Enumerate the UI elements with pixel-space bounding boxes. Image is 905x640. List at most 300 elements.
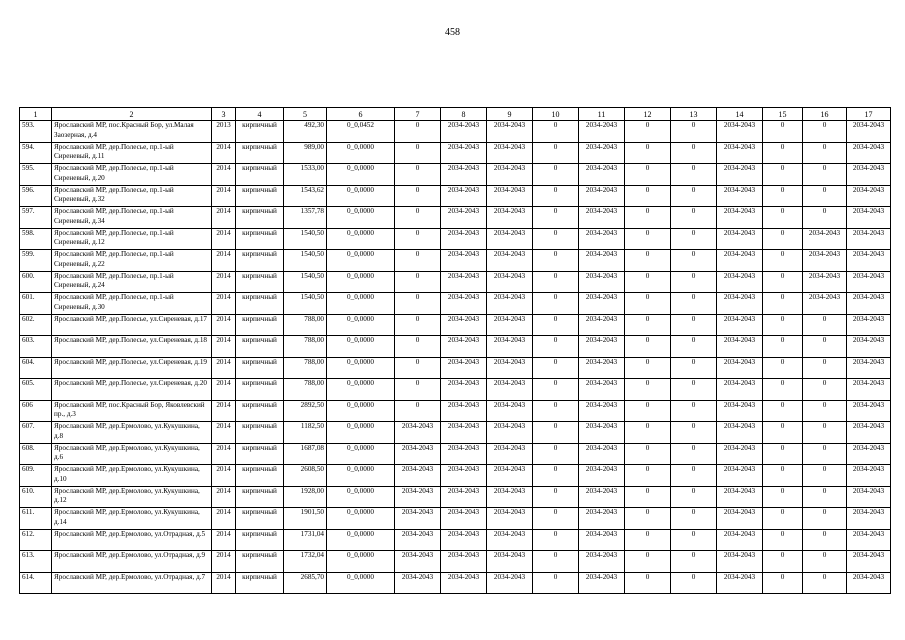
col-7-cell: 0 — [395, 271, 441, 293]
wear-index-cell: 0_0,0000 — [327, 486, 395, 508]
area-cell: 1540,50 — [284, 271, 327, 293]
row-number-cell: 596. — [20, 185, 52, 207]
col-9-cell: 2034-2043 — [487, 508, 533, 530]
col-13-cell: 0 — [671, 293, 717, 315]
col-11-cell: 2034-2043 — [579, 529, 625, 551]
table-row — [20, 121, 891, 143]
address-cell: Ярославский МР, дер.Ермолово, ул.Кукушкина, д.14 — [52, 508, 212, 530]
col-10-cell: 0 — [533, 185, 579, 207]
col-13-cell: 0 — [671, 164, 717, 186]
table-row — [20, 572, 891, 594]
col-15-cell: 0 — [763, 121, 803, 143]
wall-material-cell: кирпичный — [236, 551, 284, 573]
col-10-cell: 0 — [533, 142, 579, 164]
wall-material-cell: кирпичный — [236, 422, 284, 444]
col-8-cell: 2034-2043 — [441, 443, 487, 465]
col-9-cell: 2034-2043 — [487, 400, 533, 422]
col-9-cell: 2034-2043 — [487, 443, 533, 465]
col-16-cell: 0 — [803, 207, 847, 229]
area-cell: 1533,00 — [284, 164, 327, 186]
col-15-cell: 0 — [763, 228, 803, 250]
col-11-cell: 2034-2043 — [579, 551, 625, 573]
year-cell: 2014 — [212, 551, 236, 573]
wall-material-cell: кирпичный — [236, 121, 284, 143]
wall-material-cell: кирпичный — [236, 228, 284, 250]
address-cell: Ярославский МР, дер.Ермолово, ул.Кукушкина, д.10 — [52, 465, 212, 487]
col-13-cell: 0 — [671, 121, 717, 143]
col-9-cell: 2034-2043 — [487, 572, 533, 594]
col-12-cell: 0 — [625, 400, 671, 422]
col-12-cell: 0 — [625, 271, 671, 293]
column-header-11: 11 — [579, 108, 625, 121]
address-cell: Ярославский МР, пос.Красный Бор, Яковлевский пр., д.3 — [52, 400, 212, 422]
area-cell: 2685,70 — [284, 572, 327, 594]
year-cell: 2014 — [212, 185, 236, 207]
column-header-16: 16 — [803, 108, 847, 121]
area-cell: 2608,50 — [284, 465, 327, 487]
wall-material-cell: кирпичный — [236, 379, 284, 401]
col-12-cell: 0 — [625, 422, 671, 444]
col-13-cell: 0 — [671, 185, 717, 207]
area-cell: 1732,04 — [284, 551, 327, 573]
row-number-cell: 609. — [20, 465, 52, 487]
col-14-cell: 2034-2043 — [717, 228, 763, 250]
wear-index-cell: 0_0,0000 — [327, 228, 395, 250]
row-number-cell: 602. — [20, 314, 52, 336]
col-13-cell: 0 — [671, 336, 717, 358]
col-7-cell: 0 — [395, 121, 441, 143]
col-11-cell: 2034-2043 — [579, 142, 625, 164]
col-14-cell: 2034-2043 — [717, 314, 763, 336]
col-10-cell: 0 — [533, 164, 579, 186]
col-12-cell: 0 — [625, 379, 671, 401]
col-7-cell: 0 — [395, 185, 441, 207]
table-row — [20, 228, 891, 250]
col-8-cell: 2034-2043 — [441, 529, 487, 551]
wall-material-cell: кирпичный — [236, 486, 284, 508]
col-7-cell: 0 — [395, 250, 441, 272]
col-15-cell: 0 — [763, 551, 803, 573]
area-cell: 2892,50 — [284, 400, 327, 422]
area-cell: 1543,62 — [284, 185, 327, 207]
row-number-cell: 608. — [20, 443, 52, 465]
col-11-cell: 2034-2043 — [579, 164, 625, 186]
table-row — [20, 465, 891, 487]
col-13-cell: 0 — [671, 486, 717, 508]
row-number-cell: 606 — [20, 400, 52, 422]
year-cell: 2014 — [212, 164, 236, 186]
col-12-cell: 0 — [625, 357, 671, 379]
col-12-cell: 0 — [625, 486, 671, 508]
wall-material-cell: кирпичный — [236, 164, 284, 186]
col-12-cell: 0 — [625, 250, 671, 272]
col-14-cell: 2034-2043 — [717, 572, 763, 594]
col-13-cell: 0 — [671, 228, 717, 250]
col-10-cell: 0 — [533, 443, 579, 465]
col-14-cell: 2034-2043 — [717, 508, 763, 530]
col-15-cell: 0 — [763, 314, 803, 336]
col-17-cell: 2034-2043 — [847, 572, 891, 594]
col-14-cell: 2034-2043 — [717, 293, 763, 315]
col-7-cell: 0 — [395, 228, 441, 250]
column-header-12: 12 — [625, 108, 671, 121]
wear-index-cell: 0_0,0000 — [327, 508, 395, 530]
col-11-cell: 2034-2043 — [579, 271, 625, 293]
row-number-cell: 601. — [20, 293, 52, 315]
col-17-cell: 2034-2043 — [847, 508, 891, 530]
col-7-cell: 2034-2043 — [395, 572, 441, 594]
year-cell: 2014 — [212, 422, 236, 444]
col-17-cell: 2034-2043 — [847, 400, 891, 422]
table-row — [20, 250, 891, 272]
col-16-cell: 2034-2043 — [803, 250, 847, 272]
col-7-cell: 2034-2043 — [395, 529, 441, 551]
col-7-cell: 2034-2043 — [395, 422, 441, 444]
col-15-cell: 0 — [763, 250, 803, 272]
area-cell: 492,30 — [284, 121, 327, 143]
col-12-cell: 0 — [625, 508, 671, 530]
col-15-cell: 0 — [763, 443, 803, 465]
col-10-cell: 0 — [533, 121, 579, 143]
col-14-cell: 2034-2043 — [717, 357, 763, 379]
address-cell: Ярославский МР, дер.Полесье, пр.1-ый Сиреневый, д.34 — [52, 207, 212, 229]
col-15-cell: 0 — [763, 271, 803, 293]
column-header-15: 15 — [763, 108, 803, 121]
address-cell: Ярославский МР, дер.Полесье, пр.1-ый Сиреневый, д.30 — [52, 293, 212, 315]
table-row — [20, 422, 891, 444]
address-cell: Ярославский МР, дер.Ермолово, ул.Кукушкина, д.6 — [52, 443, 212, 465]
col-8-cell: 2034-2043 — [441, 250, 487, 272]
col-12-cell: 0 — [625, 228, 671, 250]
col-10-cell: 0 — [533, 422, 579, 444]
col-16-cell: 0 — [803, 529, 847, 551]
col-13-cell: 0 — [671, 357, 717, 379]
col-11-cell: 2034-2043 — [579, 336, 625, 358]
col-17-cell: 2034-2043 — [847, 185, 891, 207]
row-number-cell: 603. — [20, 336, 52, 358]
col-8-cell: 2034-2043 — [441, 228, 487, 250]
col-8-cell: 2034-2043 — [441, 465, 487, 487]
col-11-cell: 2034-2043 — [579, 185, 625, 207]
area-cell: 1687,08 — [284, 443, 327, 465]
col-7-cell: 0 — [395, 314, 441, 336]
year-cell: 2014 — [212, 508, 236, 530]
col-17-cell: 2034-2043 — [847, 529, 891, 551]
col-16-cell: 0 — [803, 443, 847, 465]
col-9-cell: 2034-2043 — [487, 293, 533, 315]
column-header-9: 9 — [487, 108, 533, 121]
col-16-cell: 0 — [803, 142, 847, 164]
col-12-cell: 0 — [625, 314, 671, 336]
col-10-cell: 0 — [533, 400, 579, 422]
row-number-cell: 599. — [20, 250, 52, 272]
col-9-cell: 2034-2043 — [487, 551, 533, 573]
col-9-cell: 2034-2043 — [487, 271, 533, 293]
col-14-cell: 2034-2043 — [717, 185, 763, 207]
col-7-cell: 2034-2043 — [395, 508, 441, 530]
col-17-cell: 2034-2043 — [847, 465, 891, 487]
row-number-cell: 614. — [20, 572, 52, 594]
col-8-cell: 2034-2043 — [441, 185, 487, 207]
year-cell: 2014 — [212, 336, 236, 358]
column-header-2: 2 — [52, 108, 212, 121]
wear-index-cell: 0_0,0000 — [327, 551, 395, 573]
table-row — [20, 185, 891, 207]
col-8-cell: 2034-2043 — [441, 508, 487, 530]
col-13-cell: 0 — [671, 551, 717, 573]
wall-material-cell: кирпичный — [236, 572, 284, 594]
col-8-cell: 2034-2043 — [441, 422, 487, 444]
year-cell: 2014 — [212, 400, 236, 422]
area-cell: 1540,50 — [284, 293, 327, 315]
page-number: 458 — [445, 27, 460, 38]
address-cell: Ярославский МР, дер.Полесье, ул.Сиреневая, д.19 — [52, 357, 212, 379]
wall-material-cell: кирпичный — [236, 508, 284, 530]
area-cell: 1901,50 — [284, 508, 327, 530]
col-15-cell: 0 — [763, 336, 803, 358]
col-9-cell: 2034-2043 — [487, 336, 533, 358]
col-11-cell: 2034-2043 — [579, 379, 625, 401]
col-17-cell: 2034-2043 — [847, 443, 891, 465]
address-cell: Ярославский МР, дер.Полесье, пр.1-ый Сиреневый, д.24 — [52, 271, 212, 293]
col-17-cell: 2034-2043 — [847, 271, 891, 293]
col-10-cell: 0 — [533, 379, 579, 401]
col-12-cell: 0 — [625, 443, 671, 465]
col-13-cell: 0 — [671, 422, 717, 444]
col-11-cell: 2034-2043 — [579, 250, 625, 272]
col-17-cell: 2034-2043 — [847, 228, 891, 250]
col-12-cell: 0 — [625, 121, 671, 143]
col-10-cell: 0 — [533, 508, 579, 530]
table-row — [20, 293, 891, 315]
wear-index-cell: 0_0,0000 — [327, 572, 395, 594]
col-10-cell: 0 — [533, 314, 579, 336]
col-15-cell: 0 — [763, 164, 803, 186]
col-17-cell: 2034-2043 — [847, 357, 891, 379]
col-11-cell: 2034-2043 — [579, 572, 625, 594]
wear-index-cell: 0_0,0452 — [327, 121, 395, 143]
wall-material-cell: кирпичный — [236, 529, 284, 551]
col-8-cell: 2034-2043 — [441, 357, 487, 379]
row-number-cell: 604. — [20, 357, 52, 379]
col-9-cell: 2034-2043 — [487, 422, 533, 444]
year-cell: 2014 — [212, 271, 236, 293]
col-9-cell: 2034-2043 — [487, 250, 533, 272]
col-9-cell: 2034-2043 — [487, 121, 533, 143]
address-cell: Ярославский МР, дер.Полесье, ул.Сиреневая, д.18 — [52, 336, 212, 358]
table-row — [20, 164, 891, 186]
col-11-cell: 2034-2043 — [579, 121, 625, 143]
col-17-cell: 2034-2043 — [847, 551, 891, 573]
year-cell: 2014 — [212, 486, 236, 508]
address-cell: Ярославский МР, дер.Ермолово, ул.Кукушкина, д.12 — [52, 486, 212, 508]
col-11-cell: 2034-2043 — [579, 422, 625, 444]
col-10-cell: 0 — [533, 207, 579, 229]
col-8-cell: 2034-2043 — [441, 336, 487, 358]
housing-register-table — [19, 107, 891, 594]
col-9-cell: 2034-2043 — [487, 379, 533, 401]
wall-material-cell: кирпичный — [236, 357, 284, 379]
col-16-cell: 0 — [803, 121, 847, 143]
column-header-1: 1 — [20, 108, 52, 121]
table-row — [20, 357, 891, 379]
col-9-cell: 2034-2043 — [487, 164, 533, 186]
col-15-cell: 0 — [763, 465, 803, 487]
table-row — [20, 336, 891, 358]
area-cell: 1182,50 — [284, 422, 327, 444]
table-row — [20, 379, 891, 401]
col-14-cell: 2034-2043 — [717, 422, 763, 444]
wall-material-cell: кирпичный — [236, 250, 284, 272]
year-cell: 2014 — [212, 465, 236, 487]
wear-index-cell: 0_0,0000 — [327, 185, 395, 207]
column-header-5: 5 — [284, 108, 327, 121]
col-7-cell: 0 — [395, 164, 441, 186]
col-15-cell: 0 — [763, 572, 803, 594]
area-cell: 788,00 — [284, 336, 327, 358]
column-header-17: 17 — [847, 108, 891, 121]
col-14-cell: 2034-2043 — [717, 529, 763, 551]
col-10-cell: 0 — [533, 271, 579, 293]
col-7-cell: 0 — [395, 379, 441, 401]
col-14-cell: 2034-2043 — [717, 250, 763, 272]
col-14-cell: 2034-2043 — [717, 336, 763, 358]
address-cell: Ярославский МР, дер.Полесье, пр.1-ый Сиреневый, д.11 — [52, 142, 212, 164]
col-17-cell: 2034-2043 — [847, 422, 891, 444]
col-10-cell: 0 — [533, 486, 579, 508]
area-cell: 1357,78 — [284, 207, 327, 229]
col-9-cell: 2034-2043 — [487, 465, 533, 487]
table-body — [20, 121, 891, 594]
col-10-cell: 0 — [533, 529, 579, 551]
col-16-cell: 0 — [803, 379, 847, 401]
col-17-cell: 2034-2043 — [847, 293, 891, 315]
table-row — [20, 551, 891, 573]
col-8-cell: 2034-2043 — [441, 271, 487, 293]
col-8-cell: 2034-2043 — [441, 551, 487, 573]
wear-index-cell: 0_0,0000 — [327, 250, 395, 272]
col-13-cell: 0 — [671, 207, 717, 229]
col-10-cell: 0 — [533, 250, 579, 272]
col-9-cell: 2034-2043 — [487, 314, 533, 336]
col-15-cell: 0 — [763, 185, 803, 207]
year-cell: 2014 — [212, 379, 236, 401]
address-cell: Ярославский МР, дер.Полесье, пр.1-ый Сиреневый, д.32 — [52, 185, 212, 207]
wear-index-cell: 0_0,0000 — [327, 207, 395, 229]
row-number-cell: 600. — [20, 271, 52, 293]
col-12-cell: 0 — [625, 293, 671, 315]
col-13-cell: 0 — [671, 529, 717, 551]
col-12-cell: 0 — [625, 529, 671, 551]
col-13-cell: 0 — [671, 508, 717, 530]
column-header-7: 7 — [395, 108, 441, 121]
col-7-cell: 0 — [395, 293, 441, 315]
col-15-cell: 0 — [763, 207, 803, 229]
col-15-cell: 0 — [763, 529, 803, 551]
row-number-cell: 610. — [20, 486, 52, 508]
col-16-cell: 2034-2043 — [803, 293, 847, 315]
col-13-cell: 0 — [671, 572, 717, 594]
year-cell: 2013 — [212, 121, 236, 143]
address-cell: Ярославский МР, дер.Ермолово, ул.Отрадная, д.5 — [52, 529, 212, 551]
wall-material-cell: кирпичный — [236, 207, 284, 229]
col-17-cell: 2034-2043 — [847, 207, 891, 229]
column-header-6: 6 — [327, 108, 395, 121]
wall-material-cell: кирпичный — [236, 443, 284, 465]
wear-index-cell: 0_0,0000 — [327, 164, 395, 186]
table-row — [20, 271, 891, 293]
col-9-cell: 2034-2043 — [487, 529, 533, 551]
col-13-cell: 0 — [671, 271, 717, 293]
col-16-cell: 0 — [803, 357, 847, 379]
year-cell: 2014 — [212, 207, 236, 229]
address-cell: Ярославский МР, дер.Полесье, пр.1-ый Сиреневый, д.22 — [52, 250, 212, 272]
col-17-cell: 2034-2043 — [847, 121, 891, 143]
year-cell: 2014 — [212, 293, 236, 315]
row-number-cell: 593. — [20, 121, 52, 143]
col-8-cell: 2034-2043 — [441, 121, 487, 143]
table-row — [20, 508, 891, 530]
col-16-cell: 0 — [803, 422, 847, 444]
row-number-cell: 594. — [20, 142, 52, 164]
col-14-cell: 2034-2043 — [717, 551, 763, 573]
col-14-cell: 2034-2043 — [717, 400, 763, 422]
col-13-cell: 0 — [671, 443, 717, 465]
area-cell: 989,00 — [284, 142, 327, 164]
column-header-8: 8 — [441, 108, 487, 121]
col-8-cell: 2034-2043 — [441, 164, 487, 186]
row-number-cell: 597. — [20, 207, 52, 229]
wear-index-cell: 0_0,0000 — [327, 357, 395, 379]
col-9-cell: 2034-2043 — [487, 486, 533, 508]
wear-index-cell: 0_0,0000 — [327, 379, 395, 401]
wear-index-cell: 0_0,0000 — [327, 443, 395, 465]
col-10-cell: 0 — [533, 336, 579, 358]
year-cell: 2014 — [212, 314, 236, 336]
area-cell: 788,00 — [284, 314, 327, 336]
col-14-cell: 2034-2043 — [717, 379, 763, 401]
area-cell: 1928,00 — [284, 486, 327, 508]
col-12-cell: 0 — [625, 551, 671, 573]
col-10-cell: 0 — [533, 572, 579, 594]
col-17-cell: 2034-2043 — [847, 164, 891, 186]
wear-index-cell: 0_0,0000 — [327, 465, 395, 487]
col-17-cell: 2034-2043 — [847, 379, 891, 401]
col-8-cell: 2034-2043 — [441, 486, 487, 508]
col-16-cell: 0 — [803, 314, 847, 336]
col-14-cell: 2034-2043 — [717, 164, 763, 186]
col-15-cell: 0 — [763, 142, 803, 164]
row-number-cell: 605. — [20, 379, 52, 401]
col-8-cell: 2034-2043 — [441, 379, 487, 401]
col-13-cell: 0 — [671, 379, 717, 401]
col-17-cell: 2034-2043 — [847, 142, 891, 164]
year-cell: 2014 — [212, 529, 236, 551]
col-11-cell: 2034-2043 — [579, 314, 625, 336]
col-13-cell: 0 — [671, 250, 717, 272]
year-cell: 2014 — [212, 228, 236, 250]
wall-material-cell: кирпичный — [236, 185, 284, 207]
col-11-cell: 2034-2043 — [579, 357, 625, 379]
col-16-cell: 0 — [803, 572, 847, 594]
wall-material-cell: кирпичный — [236, 142, 284, 164]
col-10-cell: 0 — [533, 551, 579, 573]
col-15-cell: 0 — [763, 293, 803, 315]
row-number-cell: 612. — [20, 529, 52, 551]
wear-index-cell: 0_0,0000 — [327, 422, 395, 444]
column-header-13: 13 — [671, 108, 717, 121]
col-15-cell: 0 — [763, 379, 803, 401]
